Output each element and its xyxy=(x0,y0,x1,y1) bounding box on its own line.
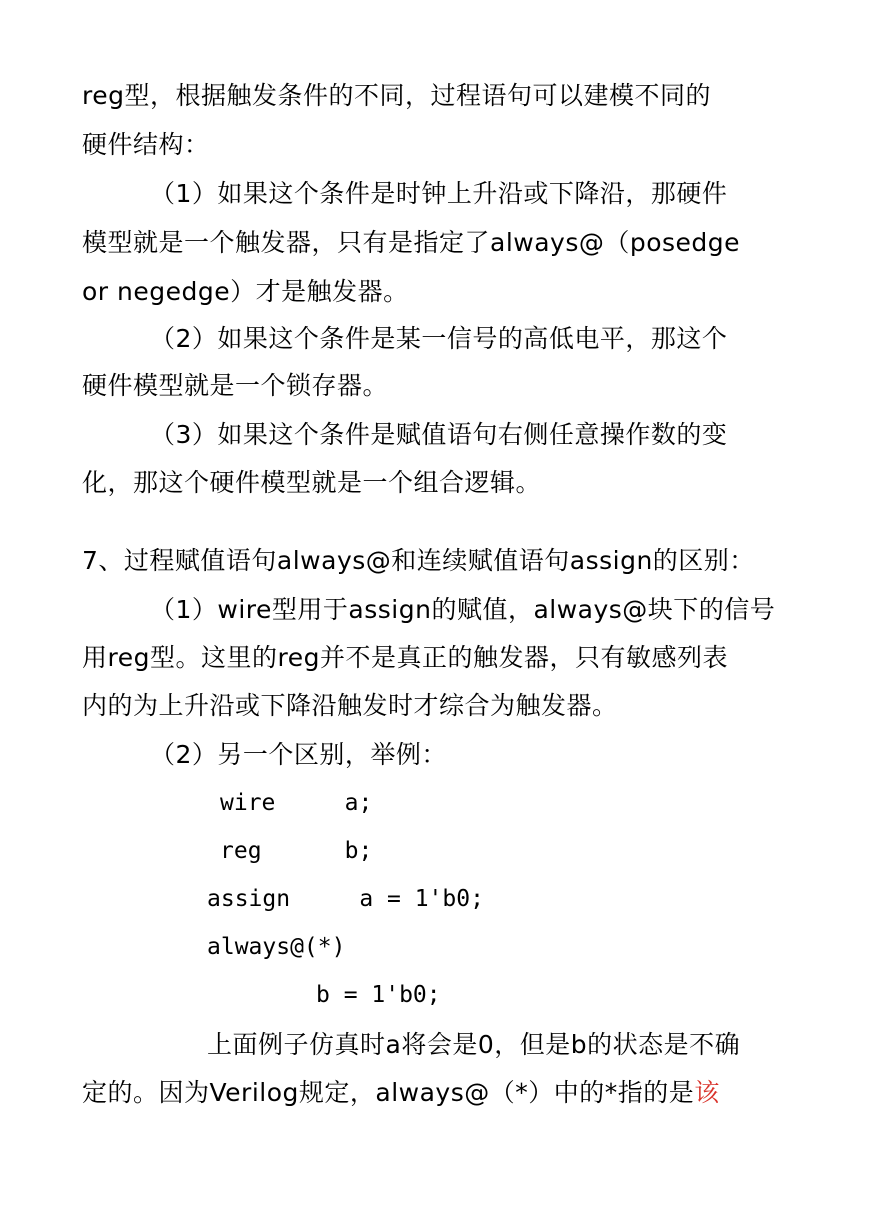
code-line: always@(*) xyxy=(207,934,346,960)
paragraph-text: 定的。因为Verilog规定，always@（*）中的*指的是 xyxy=(82,1078,695,1107)
code-line: wire a; xyxy=(220,790,373,816)
section-paragraph-line xyxy=(82,1076,720,1110)
paragraph-line: reg型，根据触发条件的不同，过程语句可以建模不同的 xyxy=(82,81,711,110)
section-paragraph-line: （2）另一个区别，举例： xyxy=(150,740,447,769)
code-line: b = 1'b0; xyxy=(316,982,441,1008)
section-paragraph-line: 上面例子仿真时a将会是0，但是b的状态是不确 xyxy=(207,1030,741,1059)
section-paragraph-line: 用reg型。这里的reg并不是真正的触发器，只有敏感列表 xyxy=(82,643,728,672)
list-item-2-line: （2）如果这个条件是某一信号的高低电平，那这个 xyxy=(150,324,728,353)
list-item-2-line: 硬件模型就是一个锁存器。 xyxy=(82,371,389,400)
list-item-3-line: 化，那这个硬件模型就是一个组合逻辑。 xyxy=(82,468,542,497)
section-paragraph-line: 内的为上升沿或下降沿触发时才综合为触发器。 xyxy=(82,691,618,720)
section-heading: 7、过程赋值语句always@和连续赋值语句assign的区别： xyxy=(82,546,755,575)
list-item-3-line: （3）如果这个条件是赋值语句右侧任意操作数的变 xyxy=(150,420,728,449)
list-item-1-line: or negedge）才是触发器。 xyxy=(82,277,409,306)
code-line: assign a = 1'b0; xyxy=(207,886,484,912)
list-item-1-line: （1）如果这个条件是时钟上升沿或下降沿，那硬件 xyxy=(150,179,728,208)
code-line: reg b; xyxy=(220,838,373,864)
paragraph-line: 硬件结构： xyxy=(82,130,210,159)
section-paragraph-line: （1）wire型用于assign的赋值，always@块下的信号 xyxy=(150,595,776,624)
highlighted-text: 该 xyxy=(694,1078,720,1107)
list-item-1-line: 模型就是一个触发器，只有是指定了always@（posedge xyxy=(82,228,741,257)
